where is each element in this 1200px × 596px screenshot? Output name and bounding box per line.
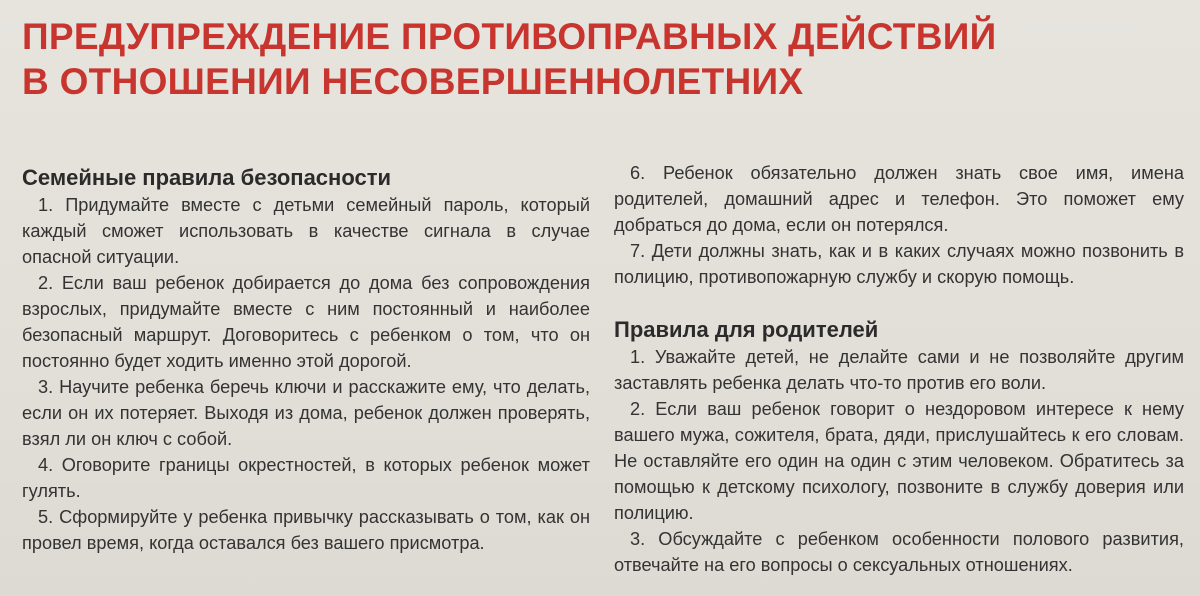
family-rule-7: 7. Дети должны знать, как и в каких случаях можно позвонить в полицию, противопожарную службу и скорую помощь. xyxy=(614,241,1184,287)
parent-rule-3: 3. Обсуждайте с ребенком особенности полового развития, отвечайте на его вопросы о сексуальных отношениях. xyxy=(614,529,1184,575)
title-line-2: В ОТНОШЕНИИ НЕСОВЕРШЕННОЛЕТНИХ xyxy=(22,61,804,102)
family-rule-3: 3. Научите ребенка беречь ключи и расскажите ему, что делать, если он их потеряет. Выходя из дома, ребенок должен проверять, взял ли он ключ с собой. xyxy=(22,377,590,449)
family-rules-heading: Семейные правила безопасности xyxy=(22,165,392,190)
family-rule-4: 4. Оговорите границы окрестностей, в которых ребенок может гулять. xyxy=(22,455,590,501)
parent-rule-1: 1. Уважайте детей, не делайте сами и не позволяйте другим заставлять ребенка делать что-то против его воли. xyxy=(614,347,1184,393)
left-column xyxy=(22,164,590,556)
parent-rules-heading: Правила для родителей xyxy=(614,317,879,342)
title-line-1: ПРЕДУПРЕЖДЕНИЕ ПРОТИВОПРАВНЫХ ДЕЙСТВИЙ xyxy=(22,16,997,57)
family-rule-1: 1. Придумайте вместе с детьми семейный пароль, который каждый сможет использовать в качестве сигнала в случае опасной ситуации. xyxy=(22,195,590,267)
family-rule-5: 5. Сформируйте у ребенка привычку рассказывать о том, как он провел время, когда оставался без вашего присмотра. xyxy=(22,507,590,553)
family-rule-6: 6. Ребенок обязательно должен знать свое имя, имена родителей, домашний адрес и телефон. Это поможет ему добраться до дома, если он потерялся. xyxy=(614,163,1184,235)
parent-rule-2: 2. Если ваш ребенок говорит о нездоровом интересе к нему вашего мужа, сожителя, брата, дяди, прислушайтесь к его словам. Не оставляйте его один на один с этим человеком. Обратитесь за помощью к детскому психологу, позвоните в службу доверия или полицию. xyxy=(614,399,1184,523)
right-column xyxy=(614,160,1184,578)
family-rule-2: 2. Если ваш ребенок добирается до дома без сопровождения взрослых, придумайте вместе с ним постоянный и наиболее безопасный маршрут. Договоритесь с ребенком о том, что он постоянно будет ходить именно этой дорогой. xyxy=(22,273,590,371)
page-title xyxy=(22,14,1182,104)
